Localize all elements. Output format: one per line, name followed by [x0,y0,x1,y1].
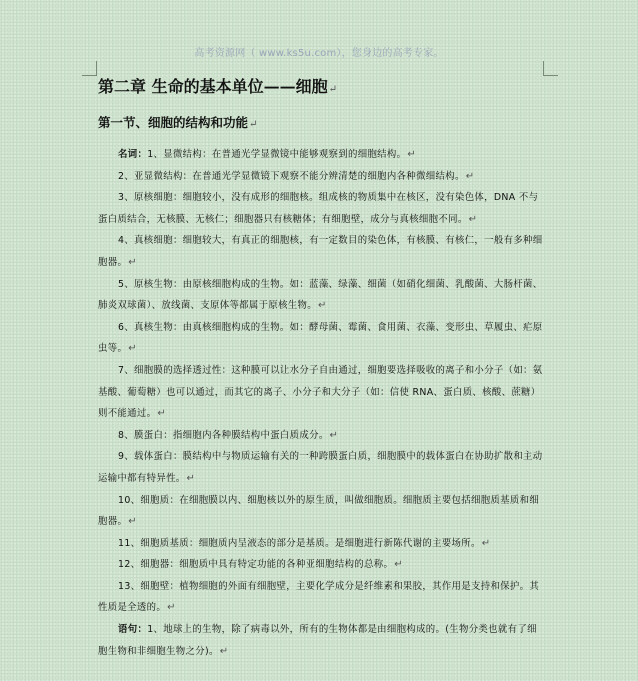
paragraph-text: 9、载体蛋白：膜结构中与物质运输有关的一种跨膜蛋白质，细胞膜中的载体蛋白在协助扩散和主动运输中都有特异性。 [98,451,543,484]
paragraph-mark: ↵ [219,645,229,657]
document-body [98,76,546,662]
paragraph-lead: 名词： [118,149,148,160]
paragraph-mark: ↵ [394,559,403,571]
paragraph [98,166,546,188]
paragraph-text: 13、细胞壁：植物细胞的外面有细胞壁，主要化学成分是纤维素和果胶，其作用是支持和保护。其性质是全透的。 [98,580,540,614]
chapter-title-text: 第二章 生命的基本单位——细胞 [98,77,328,96]
paragraph [98,554,546,576]
paragraph-mark: ↵ [249,119,258,130]
paragraph-text: 10、细胞质：在细胞膜以内、细胞核以外的原生质，叫做细胞质。细胞质主要包括细胞质基质和细胞器。 [98,494,540,528]
paragraph-mark: ↵ [328,84,337,95]
paragraph-mark: ↵ [407,149,417,160]
paragraph-text: 4、真核细胞：细胞较大，有真正的细胞核，有一定数目的染色体，有核膜、有核仁，一般有多种细胞器。 [98,235,543,268]
paragraph-list [98,144,546,662]
paragraph-mark: ↵ [167,602,176,614]
paragraph [98,317,546,360]
paragraph [98,490,546,533]
paragraph-mark: ↵ [157,408,167,420]
paragraph-text: 1、显微结构：在普通光学显微镜中能够观察到的细胞结构。 [147,149,407,160]
paragraph-lead: 语句： [118,624,148,636]
paragraph-mark: ↵ [186,472,196,484]
paragraph-mark: ↵ [128,516,137,528]
chapter-title [98,76,546,101]
header-corner-left [82,61,97,76]
paragraph-text: 3、原核细胞：细胞较小，没有成形的细胞核。组成核的物质集中在核区，没有染色体，DNA 不与蛋白质结合，无核膜、无核仁；细胞器只有核糖体；有细胞壁，成分与真核细胞不同。 [98,192,539,225]
paragraph [98,446,546,489]
paragraph [98,230,546,273]
paragraph-mark: ↵ [128,256,137,268]
section-title-text: 第一节、细胞的结构和功能 [98,115,249,130]
paragraph-text: 7、细胞膜的选择透过性：这种膜可以让水分子自由通过，细胞要选择吸收的离子和小分子（如：氨基酸、葡萄糖）也可以通过，而其它的离子、小分子和大分子（如：信使 RNA、蛋白质、核酸、蔗糖）则不能通过。 [98,364,543,420]
page-header: 高考资源网（ www.ks5u.com），您身边的高考专家。 [194,48,444,59]
paragraph-mark: ↵ [481,537,491,549]
paragraph-mark: ↵ [317,300,327,312]
paragraph-mark: ↵ [128,343,137,355]
paragraph [98,187,546,230]
paragraph [98,576,546,619]
paragraph-text: 5、原核生物：由原核细胞构成的生物。如：蓝藻、绿藻、细菌（如硝化细菌、乳酸菌、大肠杆菌、肺炎双球菌）、放线菌、支原体等都属于原核生物。 [98,278,543,312]
paragraph [98,144,546,166]
paragraph-text: 12、细胞器：细胞质中具有特定功能的各种亚细胞结构的总称。 [118,559,394,571]
paragraph [98,619,546,662]
paragraph-text: 6、真核生物：由真核细胞构成的生物。如：酵母菌、霉菌、食用菌、衣藻、变形虫、草履虫、疟原虫等。 [98,321,543,355]
paragraph-mark: ↵ [468,213,478,225]
paragraph-text: 11、细胞质基质：细胞质内呈液态的部分是基质。是细胞进行新陈代谢的主要场所。 [118,537,481,549]
paragraph [98,360,546,425]
paragraph-text: 8、膜蛋白：指细胞内各种膜结构中蛋白质成分。 [118,429,329,441]
paragraph-text: 2、亚显微结构：在普通光学显微镜下观察不能分辨清楚的细胞内各种微细结构。 [118,170,465,182]
paragraph-text: 1、地球上的生物，除了病毒以外，所有的生物体都是由细胞构成的。(生物分类也就有了细胞生物和非细胞生物之分)。 [98,624,537,657]
paragraph-mark: ↵ [465,170,475,182]
header-corner-right [543,61,558,76]
paragraph [98,274,546,317]
section-title [98,114,546,134]
paragraph-mark: ↵ [329,429,339,441]
paragraph [98,533,546,555]
paragraph [98,425,546,447]
